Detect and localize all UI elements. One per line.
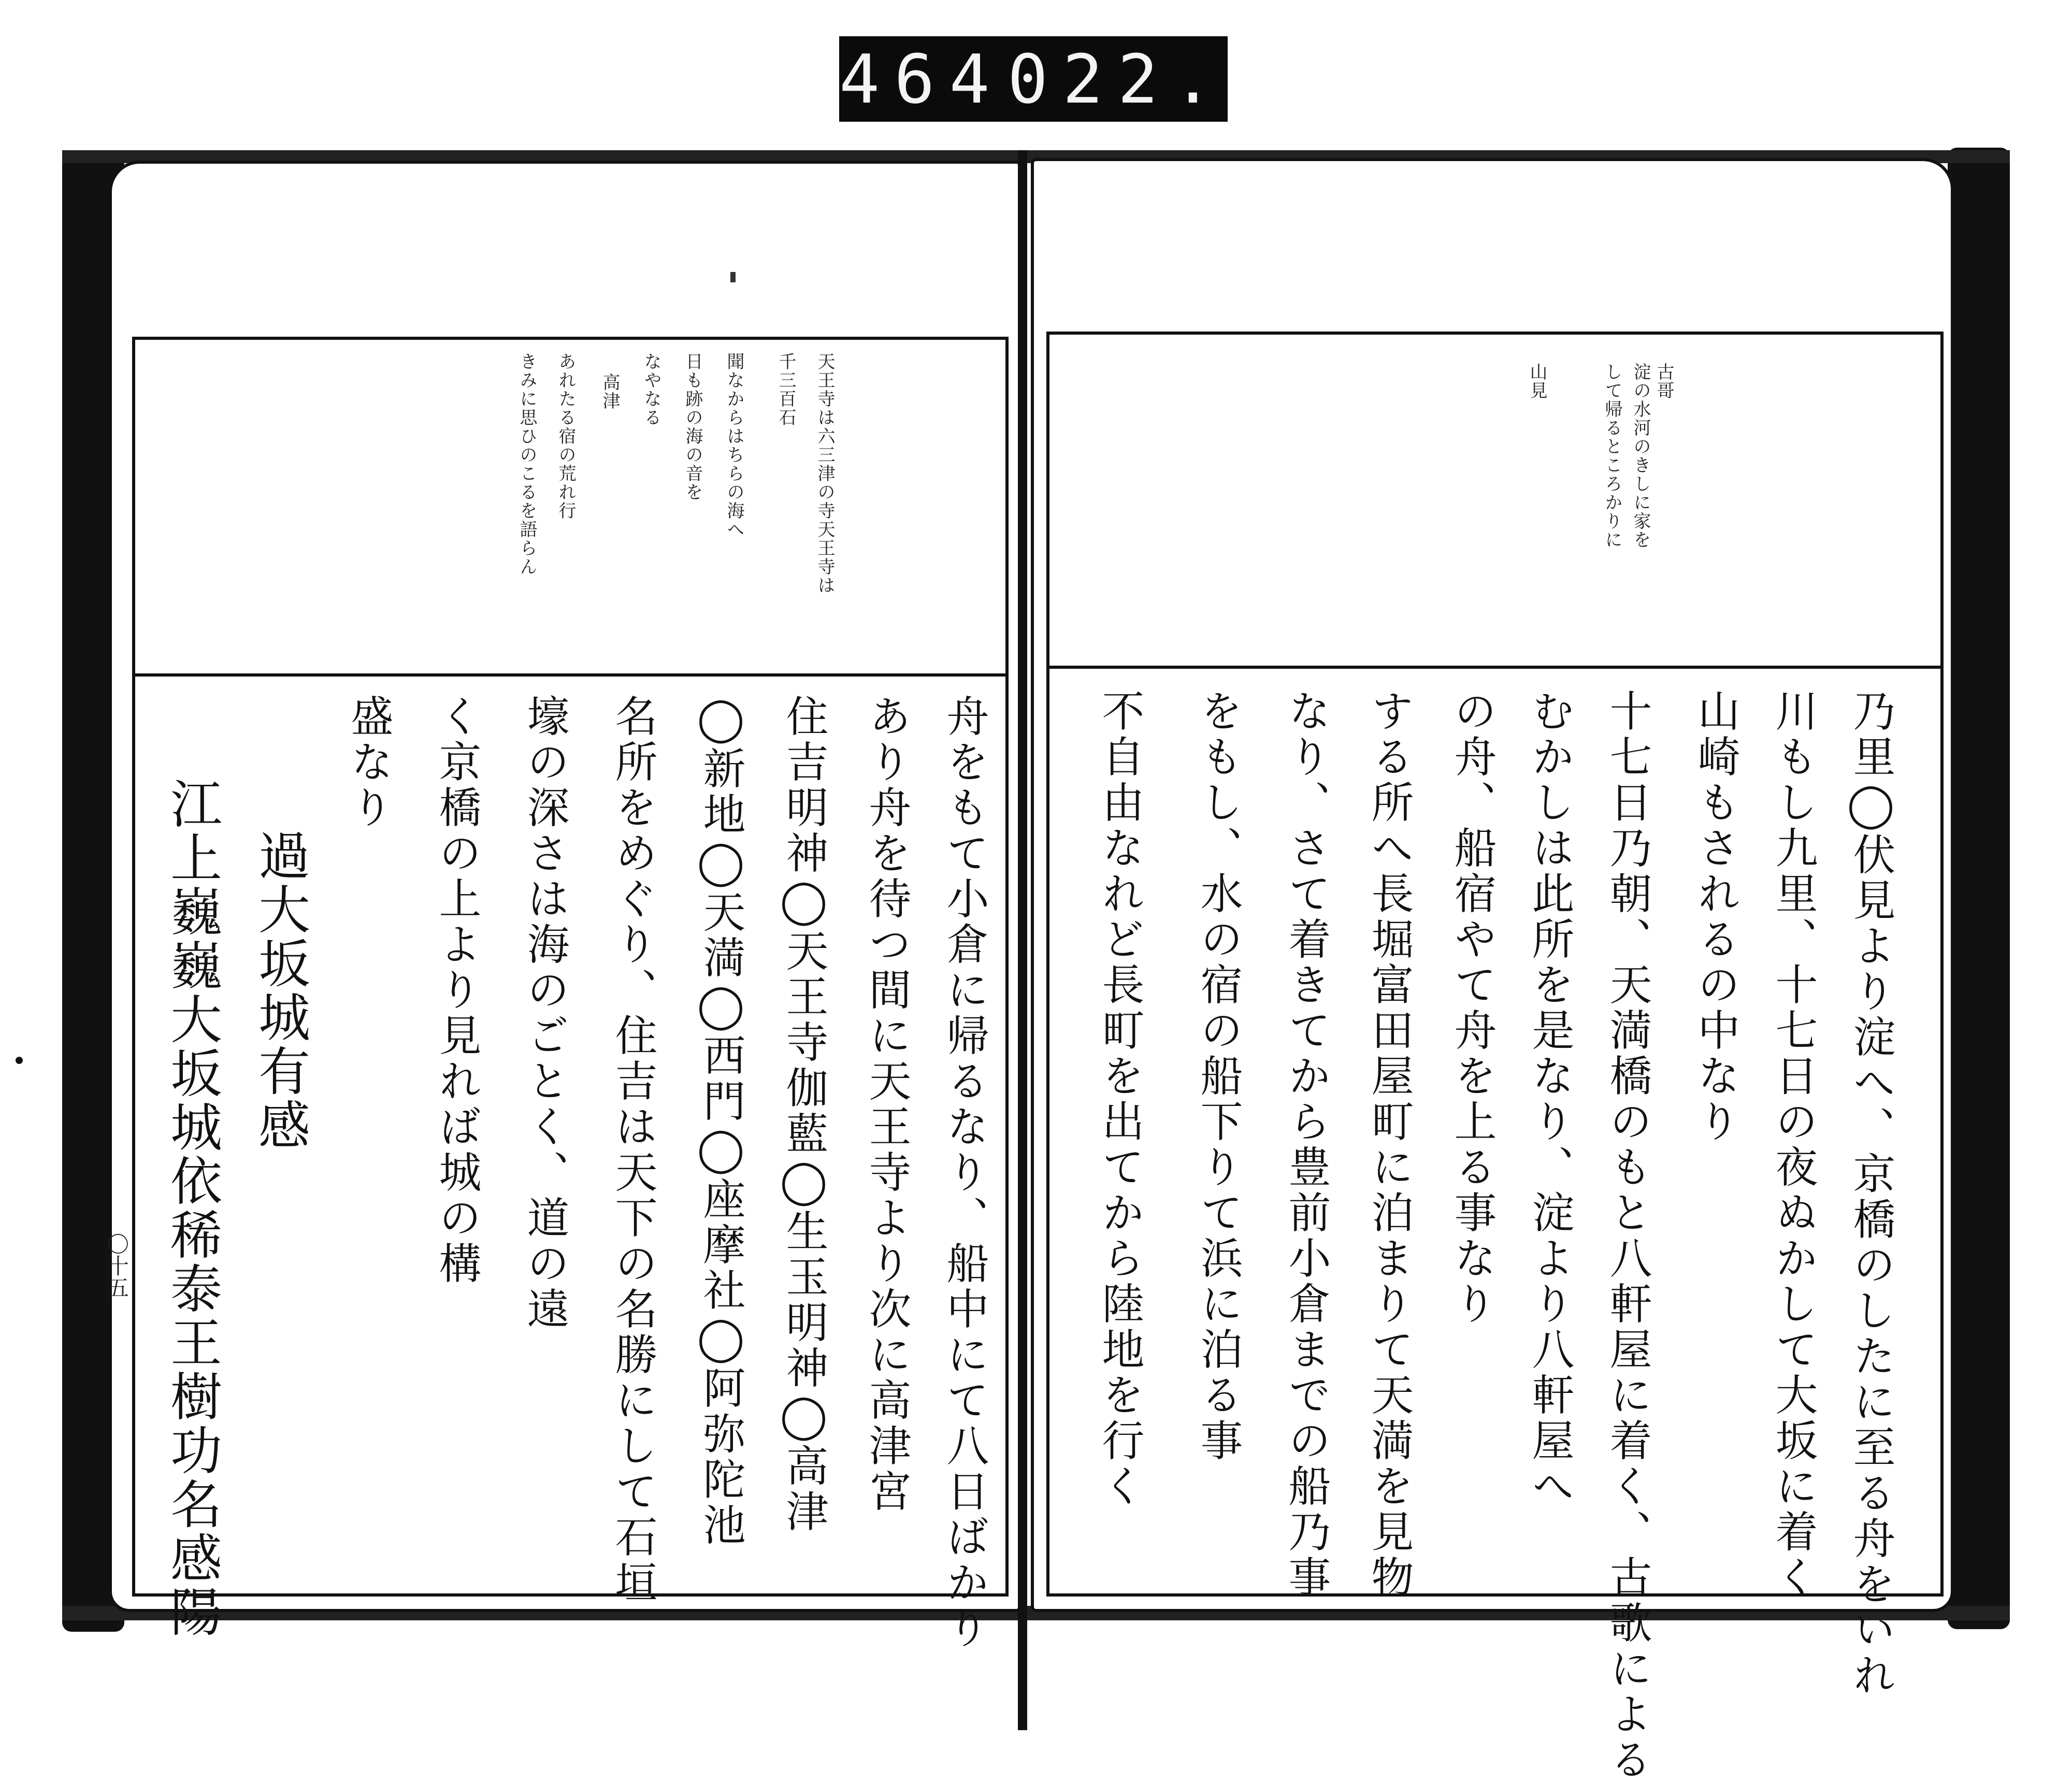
- right-body-line: する所へ長堀富田屋町に泊まりて天満を見物: [1364, 689, 1414, 1601]
- left-headnote-line: 天王寺は六三津の寺天王寺は: [814, 352, 835, 595]
- left-headnote-line: あれたる宿の荒れ行: [555, 352, 576, 520]
- book-spine: [1018, 150, 1027, 1730]
- right-headnote-line: 山見: [1527, 363, 1547, 400]
- left-headnote-line: 高津: [599, 373, 620, 410]
- right-body-line: 山崎もされるの中なり: [1691, 689, 1740, 1145]
- left-body-line: 舟をもて小倉に帰るなり、船中にて八日ばかり: [940, 694, 989, 1651]
- left-headnote-line: なやなる: [641, 352, 661, 427]
- right-headnote-title: 古哥: [1653, 363, 1674, 400]
- book-cover-right: [1948, 148, 2010, 1629]
- left-body-line: 住吉明神◯天王寺伽藍◯生玉明神◯高津: [779, 694, 828, 1535]
- right-body-line: をもし、水の宿の船下りて浜に泊る事: [1193, 689, 1243, 1464]
- left-body-line: 盛なり: [344, 694, 393, 831]
- left-body-line: 壕の深さは海のごとく、道の遠: [520, 694, 569, 1332]
- right-headnote-divider: [1046, 666, 1940, 669]
- left-headnote-line: きみに思ひのこるを語らん: [516, 352, 537, 576]
- left-headnote-line: 聞なからはちらの海へ: [724, 352, 744, 539]
- poem-title: 過大坂城有感: [250, 829, 310, 1152]
- id-label: [839, 36, 1228, 122]
- right-body-line: むかしは此所を是なり、淀より八軒屋へ: [1525, 689, 1574, 1509]
- left-body-line: く京橋の上より見れば城の構: [432, 694, 481, 1287]
- right-body-line: なり、さて着きてから豊前小倉までの船乃事: [1282, 689, 1331, 1601]
- right-body-line: 乃里◯伏見より淀へ、京橋のしたに至る舟をいれ: [1846, 689, 1895, 1699]
- id-label-b: 022.: [1007, 39, 1228, 119]
- id-label-a: 464: [839, 39, 1004, 119]
- right-body-line: 十七日乃朝、天満橋のもと八軒屋に着く、古歌による: [1603, 689, 1652, 1783]
- right-body-line: 不自由なれど長町を出てから陸地を行く: [1095, 689, 1144, 1509]
- left-body-line: ◯新地◯天満◯西門◯座摩社◯阿弥陀池: [696, 694, 745, 1548]
- left-body-line: あり舟を待つ間に天王寺より次に高津宮: [862, 694, 911, 1515]
- folio-number: 〇十五: [104, 1233, 130, 1298]
- right-headnote-line: して帰るところかりに: [1602, 363, 1622, 549]
- right-headnote-line: 淀の水河のきしに家を: [1630, 363, 1651, 549]
- left-headnote-divider: [132, 673, 1008, 677]
- stray-tick-mark: [730, 272, 736, 282]
- right-body-line: の舟、船宿やて舟を上る事なり: [1447, 689, 1497, 1327]
- left-headnote-line: 日も跡の海の音を: [682, 352, 703, 501]
- stray-dot-mark: [16, 1057, 23, 1064]
- left-body-line: 名所をめぐり、住吉は天下の名勝にして石垣: [608, 694, 657, 1606]
- right-body-line: 川もし九里、十七日の夜ぬかして大坂に着く: [1768, 689, 1818, 1601]
- left-headnote-line: 千三百石: [775, 352, 796, 427]
- poem-line: 江上巍巍大坂城依稀泰王樹功名感陽: [162, 777, 222, 1639]
